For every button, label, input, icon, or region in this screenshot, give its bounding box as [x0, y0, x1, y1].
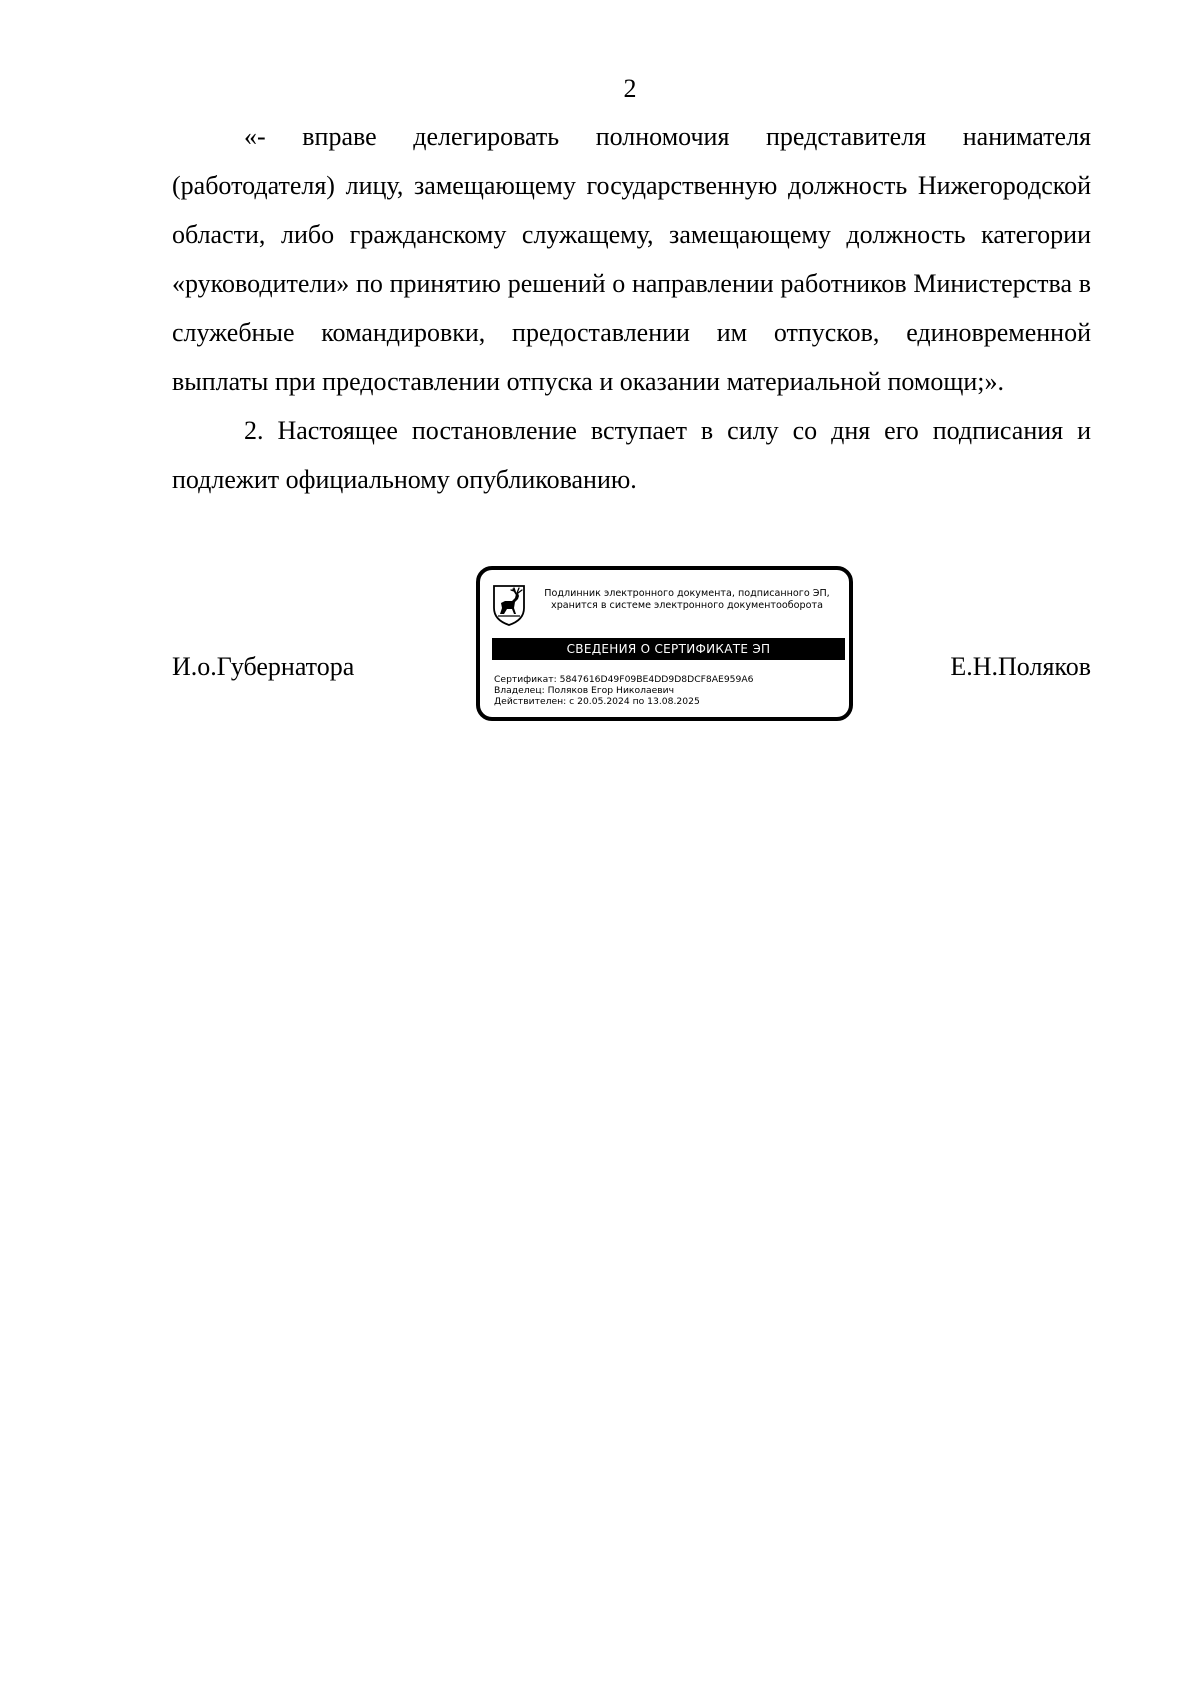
certificate-number: Сертификат: 5847616D49F09BE4DD9D8DCF8AE959A6: [494, 674, 754, 685]
paragraph-delegation-clause: «- вправе делегировать полномочия представителя нанимателя (работодателя) лицу, замещающему государственную должность Нижегородской области, либо гражданскому служащему, замещающему должность категории «руководители» по принятию решений о направлении работников Министерства в служебные командировки, предоставлении им отпусков, единовременной выплаты при предоставлении отпуска и оказании материальной помощи;».: [172, 122, 1091, 396]
certificate-validity: Действителен: с 20.05.2024 по 13.08.2025: [494, 696, 700, 707]
electronic-signature-stamp: [476, 566, 853, 721]
stamp-certificate-heading: СВЕДЕНИЯ О СЕРТИФИКАТЕ ЭП: [492, 638, 845, 660]
stamp-certificate-details: [494, 674, 844, 707]
paragraph-entry-into-force: 2. Настоящее постановление вступает в силу со дня его подписания и подлежит официальному опубликованию.: [172, 416, 1091, 494]
signature-block: [172, 566, 1091, 732]
stamp-header: [526, 588, 848, 612]
signer-title: И.о.Губернатора: [172, 652, 355, 681]
page-number: 2: [623, 74, 637, 103]
stamp-header-line: Подлинник электронного документа, подписанного ЭП,: [544, 588, 830, 599]
document-body: [172, 112, 1091, 504]
signer-name: Е.Н.Поляков: [950, 652, 1091, 681]
coat-of-arms-icon: [492, 584, 526, 626]
stamp-header-line: хранится в системе электронного документооборота: [551, 600, 823, 611]
certificate-owner: Владелец: Поляков Егор Николаевич: [494, 685, 675, 696]
